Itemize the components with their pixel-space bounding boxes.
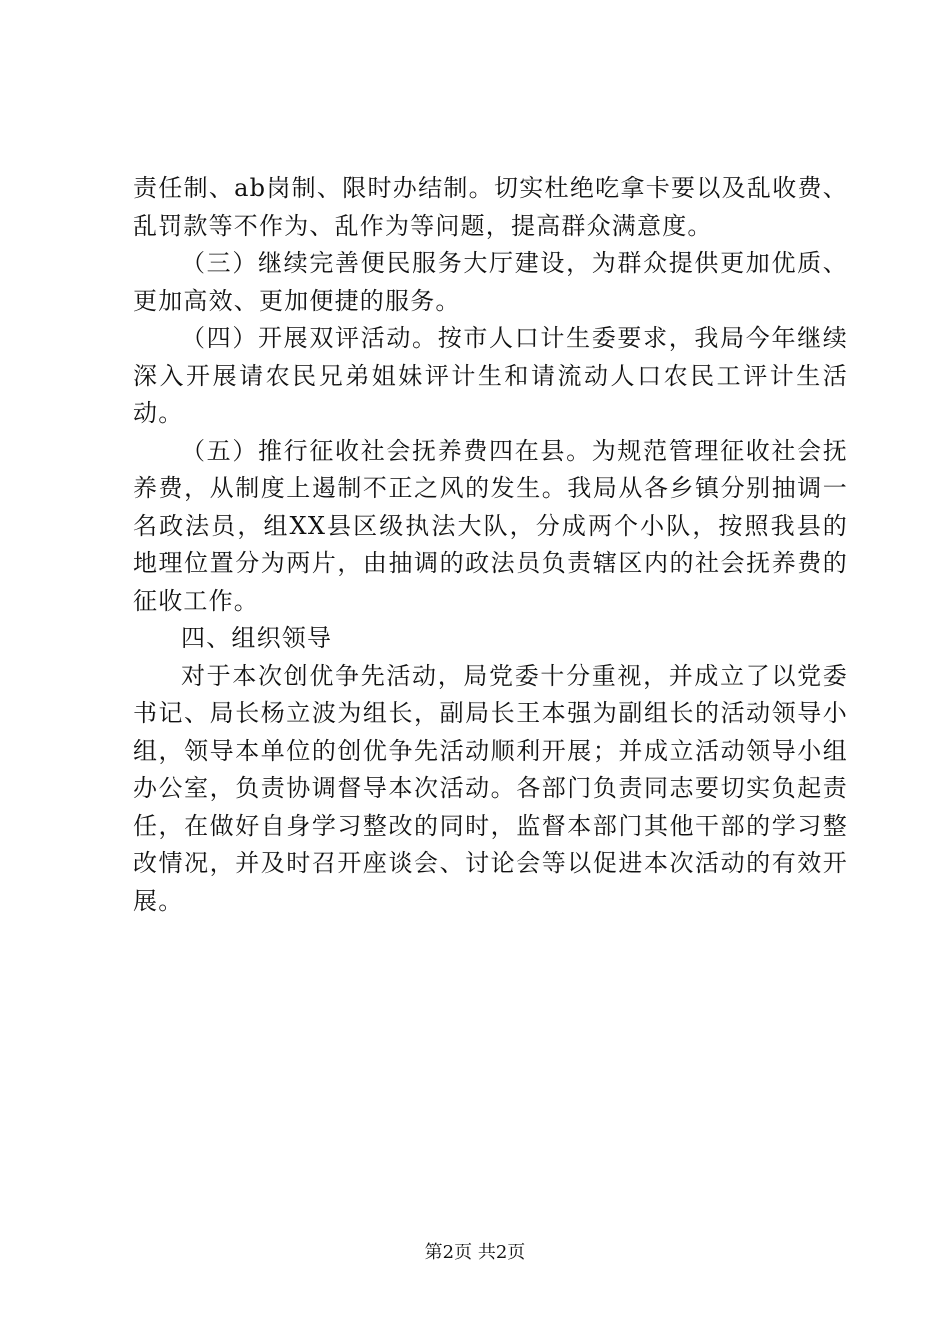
paragraph-section-3: （三）继续完善便民服务大厅建设，为群众提供更加优质、更加高效、更加便捷的服务。 <box>133 249 848 315</box>
section-heading-organization: 四、组织领导 <box>181 624 333 652</box>
page-number-footer: 第2页 共2页 <box>424 1242 526 1263</box>
paragraph-continuation: 责任制、ab岗制、限时办结制。切实杜绝吃拿卡要以及乱收费、乱罚款等不作为、乱作为等问题，提高群众满意度。 <box>133 174 848 240</box>
document-body <box>133 170 848 920</box>
paragraph-section-5: （五）推行征收社会抚养费四在县。为规范管理征收社会抚养费，从制度上遏制不正之风的发生。我局从各乡镇分别抽调一名政法员，组XX县区级执法大队，分成两个小队，按照我县的地理位置分为两片，由抽调的政法员负责辖区内的社会抚养费的征收工作。 <box>133 436 848 615</box>
paragraph-organization: 对于本次创优争先活动，局党委十分重视，并成立了以党委书记、局长杨立波为组长，副局长王本强为副组长的活动领导小组，领导本单位的创优争先活动顺利开展；并成立活动领导小组办公室，负责协调督导本次活动。各部门负责同志要切实负起责任，在做好自身学习整改的同时，监督本部门其他干部的学习整改情况，并及时召开座谈会、讨论会等以促进本次活动的有效开展。 <box>133 661 848 915</box>
paragraph-section-4: （四）开展双评活动。按市人口计生委要求，我局今年继续深入开展请农民兄弟姐妹评计生和请流动人口农民工评计生活动。 <box>133 324 848 427</box>
